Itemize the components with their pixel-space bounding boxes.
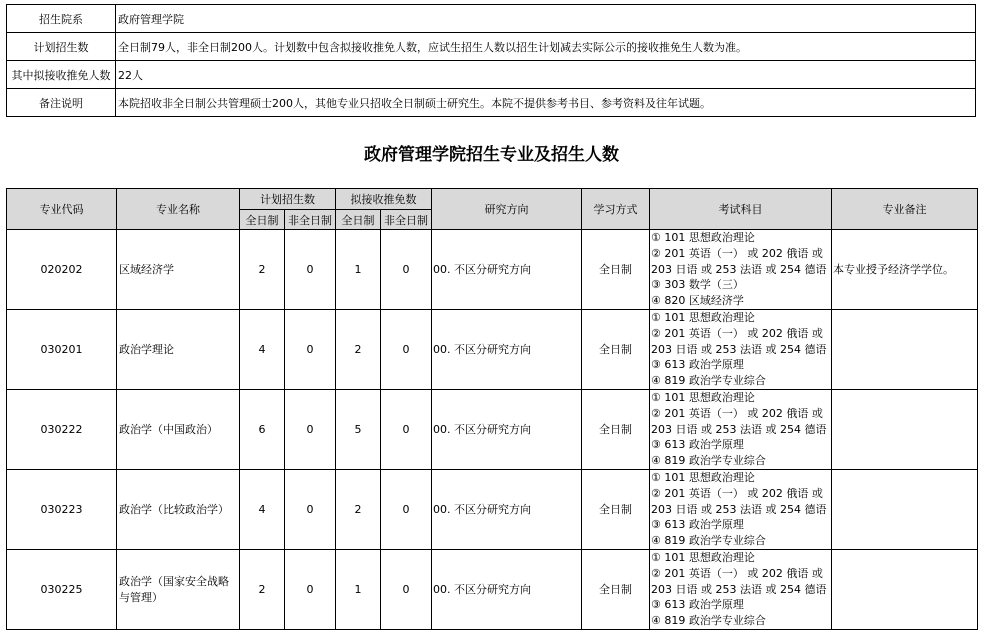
recommend-fulltime-count: 1	[336, 549, 381, 629]
recommend-fulltime-count: 5	[336, 389, 381, 469]
study-mode: 全日制	[582, 549, 650, 629]
header-subjects: 考试科目	[650, 189, 832, 230]
study-mode: 全日制	[582, 469, 650, 549]
exam-subject-line: ① 101 思想政治理论	[651, 310, 755, 324]
major-note	[832, 549, 978, 629]
exam-subject-line: ④ 819 政治学专业综合	[651, 534, 766, 548]
plan-parttime-count: 0	[285, 230, 336, 310]
plan-fulltime-count: 4	[240, 309, 285, 389]
table-row	[7, 469, 978, 549]
major-code: 030222	[7, 389, 117, 469]
header-rec-parttime: 非全日制	[381, 210, 432, 230]
study-mode: 全日制	[582, 389, 650, 469]
research-direction: 00. 不区分研究方向	[432, 389, 582, 469]
table-row	[7, 309, 978, 389]
header-rec-fulltime: 全日制	[336, 210, 381, 230]
major-note	[832, 469, 978, 549]
info-label: 备注说明	[7, 89, 116, 117]
plan-fulltime-count: 2	[240, 230, 285, 310]
exam-subject-line: 203 日语 或 253 法语 或 254 德语	[651, 582, 827, 596]
plan-parttime-count: 0	[285, 389, 336, 469]
exam-subject-line: ② 201 英语（一） 或 202 俄语 或	[651, 326, 823, 340]
research-direction: 00. 不区分研究方向	[432, 230, 582, 310]
info-label: 招生院系	[7, 5, 116, 33]
info-label: 计划招生数	[7, 33, 116, 61]
table-row	[7, 389, 978, 469]
exam-subject-line: ③ 613 政治学原理	[651, 358, 744, 372]
header-direction: 研究方向	[432, 189, 582, 230]
major-name: 政治学（中国政治）	[117, 389, 240, 469]
header-recommend: 拟接收推免数	[336, 189, 432, 210]
header-plan: 计划招生数	[240, 189, 336, 210]
major-code: 030201	[7, 309, 117, 389]
exam-subject-line: ① 101 思想政治理论	[651, 470, 755, 484]
plan-parttime-count: 0	[285, 469, 336, 549]
recommend-fulltime-count: 2	[336, 469, 381, 549]
major-code: 020202	[7, 230, 117, 310]
major-code: 030225	[7, 549, 117, 629]
exam-subject-line: ④ 819 政治学专业综合	[651, 374, 766, 388]
research-direction: 00. 不区分研究方向	[432, 469, 582, 549]
exam-subject-line: 203 日语 或 253 法语 或 254 德语	[651, 342, 827, 356]
exam-subjects	[650, 469, 832, 549]
major-name: 政治学（比较政治学）	[117, 469, 240, 549]
exam-subject-line: ② 201 英语（一） 或 202 俄语 或	[651, 246, 823, 260]
exam-subject-line: ④ 819 政治学专业综合	[651, 614, 766, 628]
study-mode: 全日制	[582, 309, 650, 389]
exam-subject-line: ① 101 思想政治理论	[651, 550, 755, 564]
header-plan-parttime: 非全日制	[285, 210, 336, 230]
info-value: 政府管理学院	[116, 5, 976, 33]
header-code: 专业代码	[7, 189, 117, 230]
info-table	[6, 4, 976, 117]
exam-subject-line: 203 日语 或 253 法语 或 254 德语	[651, 502, 827, 516]
plan-fulltime-count: 6	[240, 389, 285, 469]
exam-subjects	[650, 549, 832, 629]
info-row	[7, 89, 976, 117]
admissions-table	[6, 188, 978, 630]
info-label: 其中拟接收推免人数	[7, 61, 116, 89]
major-note	[832, 389, 978, 469]
plan-parttime-count: 0	[285, 309, 336, 389]
page-title: 政府管理学院招生专业及招生人数	[364, 145, 619, 165]
recommend-parttime-count: 0	[381, 549, 432, 629]
info-value: 22人	[116, 61, 976, 89]
exam-subject-line: ② 201 英语（一） 或 202 俄语 或	[651, 486, 823, 500]
header-note: 专业备注	[832, 189, 978, 230]
major-note	[832, 309, 978, 389]
recommend-parttime-count: 0	[381, 309, 432, 389]
exam-subject-line: ② 201 英语（一） 或 202 俄语 或	[651, 406, 823, 420]
recommend-parttime-count: 0	[381, 389, 432, 469]
exam-subjects	[650, 309, 832, 389]
recommend-fulltime-count: 1	[336, 230, 381, 310]
info-value: 本院招收非全日制公共管理硕士200人，其他专业只招收全日制硕士研究生。本院不提供参考书目、参考资料及往年试题。	[116, 89, 976, 117]
exam-subject-line: ① 101 思想政治理论	[651, 231, 755, 244]
exam-subject-line: 203 日语 或 253 法语 或 254 德语	[651, 262, 827, 276]
table-row	[7, 549, 978, 629]
exam-subject-line: 203 日语 或 253 法语 或 254 德语	[651, 422, 827, 436]
exam-subject-line: ① 101 思想政治理论	[651, 390, 755, 404]
major-name: 政治学理论	[117, 309, 240, 389]
exam-subjects	[650, 389, 832, 469]
header-plan-fulltime: 全日制	[240, 210, 285, 230]
info-row	[7, 61, 976, 89]
research-direction: 00. 不区分研究方向	[432, 549, 582, 629]
exam-subject-line: ③ 613 政治学原理	[651, 438, 744, 452]
header-mode: 学习方式	[582, 189, 650, 230]
study-mode: 全日制	[582, 230, 650, 310]
exam-subject-line: ③ 613 政治学原理	[651, 598, 744, 612]
info-row	[7, 5, 976, 33]
major-code: 030223	[7, 469, 117, 549]
recommend-parttime-count: 0	[381, 230, 432, 310]
major-note: 本专业授予经济学学位。	[832, 230, 978, 310]
info-row	[7, 33, 976, 61]
header-name: 专业名称	[117, 189, 240, 230]
recommend-fulltime-count: 2	[336, 309, 381, 389]
table-row	[7, 230, 978, 310]
exam-subjects	[650, 230, 832, 310]
major-name: 政治学（国家安全战略与管理）	[117, 549, 240, 629]
recommend-parttime-count: 0	[381, 469, 432, 549]
exam-subject-line: ③ 303 数学（三）	[651, 278, 744, 292]
exam-subject-line: ④ 819 政治学专业综合	[651, 454, 766, 468]
info-value: 全日制79人，非全日制200人。计划数中包含拟接收推免人数，应试生招生人数以招生计划减去实际公示的接收推免生人数为准。	[116, 33, 976, 61]
plan-parttime-count: 0	[285, 549, 336, 629]
exam-subject-line: ④ 820 区域经济学	[651, 294, 744, 308]
exam-subject-line: ③ 613 政治学原理	[651, 518, 744, 532]
plan-fulltime-count: 4	[240, 469, 285, 549]
plan-fulltime-count: 2	[240, 549, 285, 629]
exam-subject-line: ② 201 英语（一） 或 202 俄语 或	[651, 566, 823, 580]
research-direction: 00. 不区分研究方向	[432, 309, 582, 389]
major-name: 区域经济学	[117, 230, 240, 310]
